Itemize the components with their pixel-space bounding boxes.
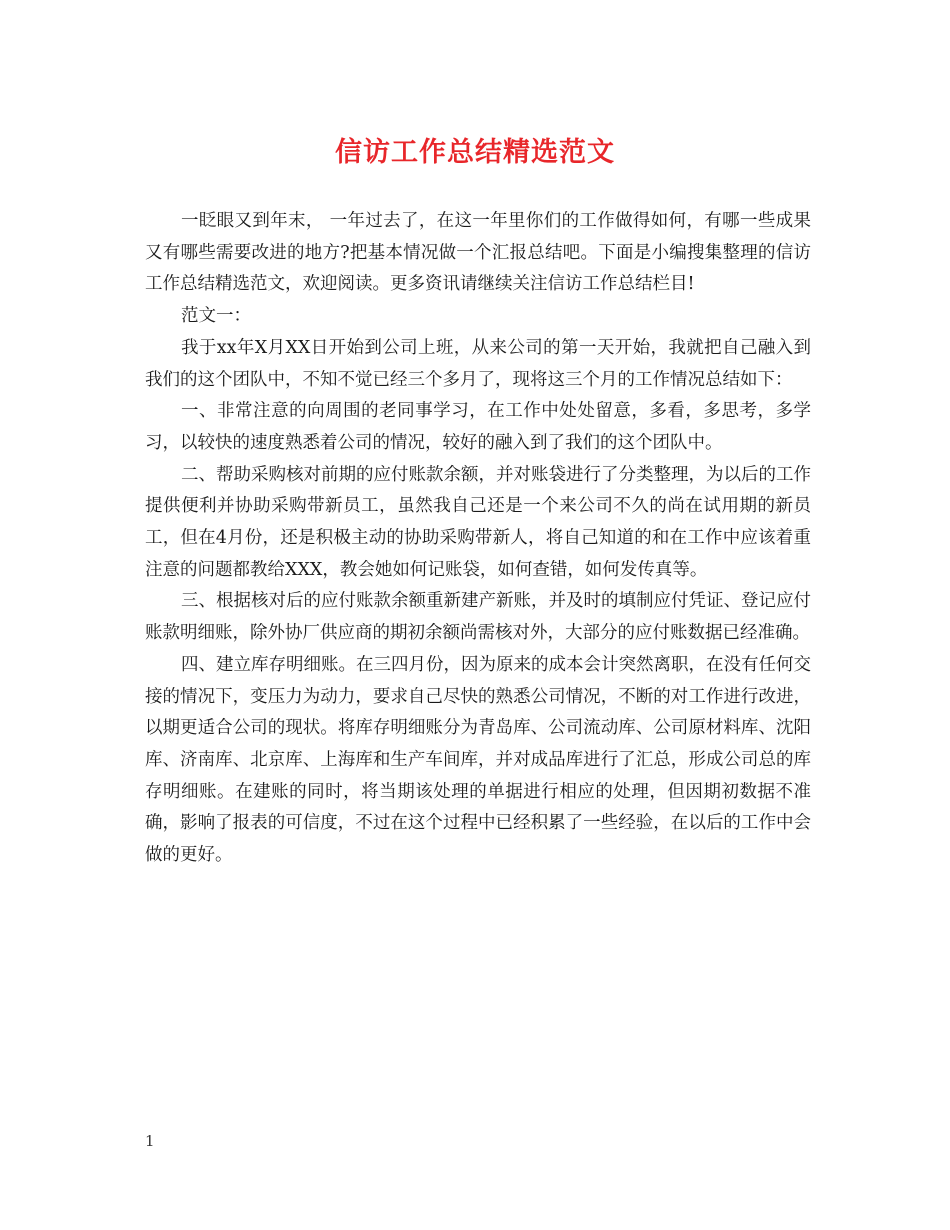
paragraph-point-2: 二、帮助采购核对前期的应付账款余额，并对账袋进行了分类整理，为以后的工作提供便利并协助采购带新员工，虽然我自己还是一个来公司不久的尚在试用期的新员工，但在4月份，还是积极主动的协助采购带新人，将自己知道的和在工作中应该着重注意的问题都教给XXX，教会她如何记账袋，如何查错，如何发传真等。 (145, 464, 811, 580)
paragraph-point-4: 四、建立库存明细账。在三四月份，因为原来的成本会计突然离职，在没有任何交接的情况下，变压力为动力，要求自己尽快的熟悉公司情况，不断的对工作进行改进，以期更适合公司的现状。将库存明细账分为青岛库、公司流动库、公司原材料库、沈阳库、济南库、北京库、上海库和生产车间库，并对成品库进行了汇总，形成公司总的库存明细账。在建账的同时，将当期该处理的单据进行相应的处理，但因期初数据不准确，影响了报表的可信度，不过在这个过程中已经积累了一些经验，在以后的工作中会做的更好。 (145, 654, 811, 866)
paragraph-intro: 一眨眼又到年末， 一年过去了，在这一年里你们的工作做得如何，有哪一些成果又有哪些需要改进的地方?把基本情况做一个汇报总结吧。下面是小编搜集整理的信访工作总结精选范文，欢迎阅读。更多资讯请继续关注信访工作总结栏目! (145, 211, 811, 295)
paragraph-sample-heading: 范文一： (181, 306, 251, 327)
paragraph-opening: 我于xx年X月XX日开始到公司上班，从来公司的第一天开始，我就把自己融入到我们的这个团队中，不知不觉已经三个多月了，现将这三个月的工作情况总结如下： (145, 337, 811, 390)
document-title: 信访工作总结精选范文 (335, 137, 615, 168)
page-number: 1 (145, 1132, 155, 1150)
paragraph-point-3: 三、根据核对后的应付账款余额重新建产新账，并及时的填制应付凭证、登记应付账款明细账，除外协厂供应商的期初余额尚需核对外，大部分的应付账数据已经准确。 (145, 591, 811, 644)
document-body (145, 206, 811, 872)
paragraph-point-1: 一、非常注意的向周围的老同事学习，在工作中处处留意，多看，多思考，多学习，以较快的速度熟悉着公司的情况，较好的融入到了我们的这个团队中。 (145, 401, 811, 453)
